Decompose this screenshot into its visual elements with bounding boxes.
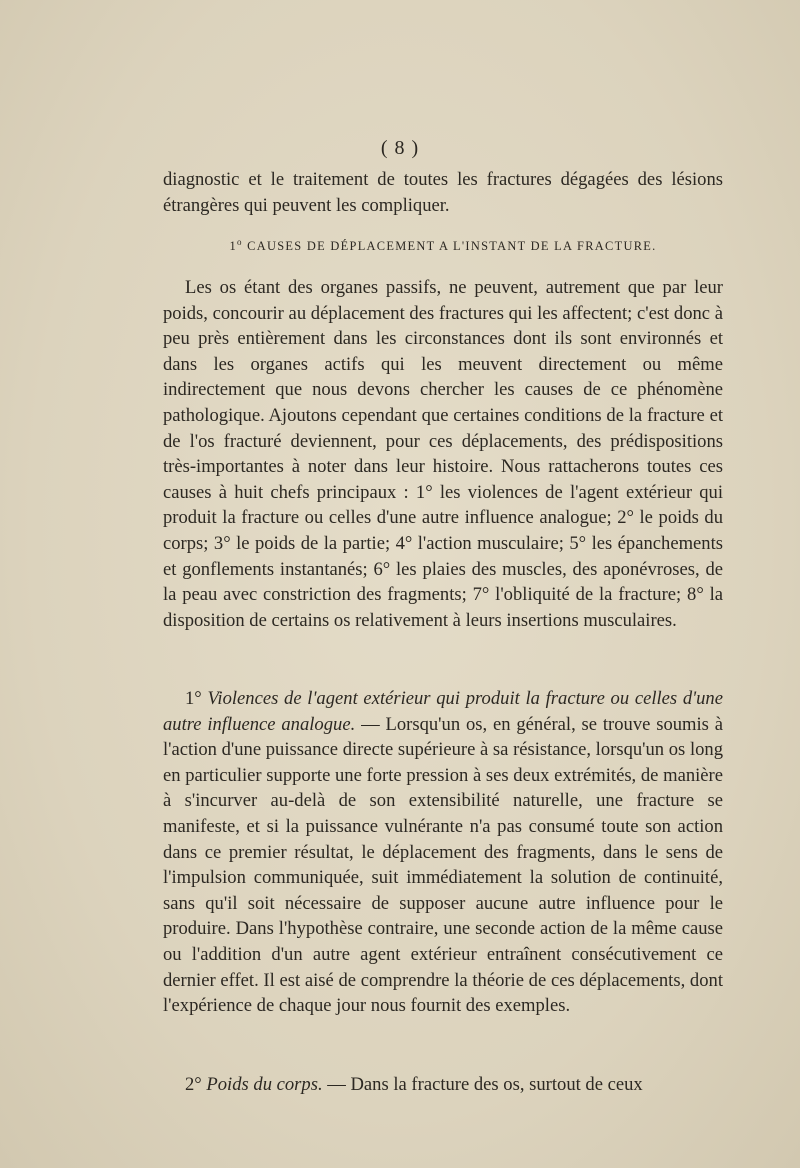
paragraph-poids-title: Poids du corps.	[206, 1074, 323, 1095]
section-heading	[163, 232, 723, 256]
paragraph-causes-text: Les os étant des organes passifs, ne peuvent, autrement que par leur poids, concourir au déplacement des fractures qui les affectent; c'est donc à peu près entièrement dans les circonstances dont ils sont environnés et dans les organes actifs qui les meuvent directement ou même indirectement que nous devons chercher les causes de ce phénomène pathologique. Ajoutons cependant que certaines conditions de la fracture et de l'os fracturé deviennent, pour ces déplacements, des prédispositions très-importantes à noter dans leur histoire. Nous rattacherons toutes ces causes à huit chefs principaux : 1° les violences de l'agent extérieur qui produit la fracture ou celles d'une autre influence analogue; 2° le poids du corps; 3° le poids de la partie; 4° l'action musculaire; 5° les épanchements et gonflements instantanés; 6° les plaies des muscles, des aponévroses, de la peau avec constriction des fragments; 7° l'obliquité de la fracture; 8° la disposition de certains os relativement à leurs insertions musculaires.	[163, 277, 723, 631]
paragraph-poids-number: 2°	[185, 1074, 202, 1095]
paragraph-poids	[163, 1072, 723, 1098]
paragraph-causes	[163, 275, 723, 633]
intro-text: diagnostic et le traitement de toutes les fractures dégagées des lésions étrangères qui peuvent les compliquer.	[163, 169, 723, 216]
section-heading-title: CAUSES DE DÉPLACEMENT A L'INSTANT DE LA FRACTURE.	[247, 239, 657, 254]
paragraph-poids-body: — Dans la fracture des os, surtout de ceux	[322, 1074, 643, 1095]
intro-paragraph	[163, 167, 723, 218]
paragraph-violences-body: — Lorsqu'un os, en général, se trouve soumis à l'action d'une puissance directe supérieure à sa résistance, lorsqu'un os long en particulier supporte une forte pression à ses deux extrémités, de manière à s'incurver au-delà de son extensibilité naturelle, une fracture se manifeste, et si la puissance vulnérante n'a pas consumé toute son action dans ce premier résultat, le déplacement des fragments, dans le sens de l'impulsion communiquée, suit immédiatement la solution de continuité, sans qu'il soit nécessaire de supposer aucune autre influence pour le produire. Dans l'hypothèse contraire, une seconde action de la même cause ou l'addition d'un autre agent extérieur entraînent consécutivement ce dernier effet. Il est aisé de comprendre la théorie de ces déplacements, dont l'expérience de chaque jour nous fournit des exemples.	[163, 713, 723, 1017]
paragraph-poids-text	[163, 1072, 723, 1098]
paragraph-violences-number: 1°	[185, 688, 202, 709]
page-number: ( 8 )	[380, 137, 420, 159]
paragraph-violences-text	[163, 686, 723, 1019]
paragraph-violences	[163, 686, 723, 1019]
section-heading-number: 1	[229, 239, 237, 254]
paragraph-violences-title: Violences de l'agent extérieur qui produit la fracture ou celles d'une autre influence analogue.	[163, 688, 723, 735]
section-heading-sup: o	[236, 237, 243, 247]
